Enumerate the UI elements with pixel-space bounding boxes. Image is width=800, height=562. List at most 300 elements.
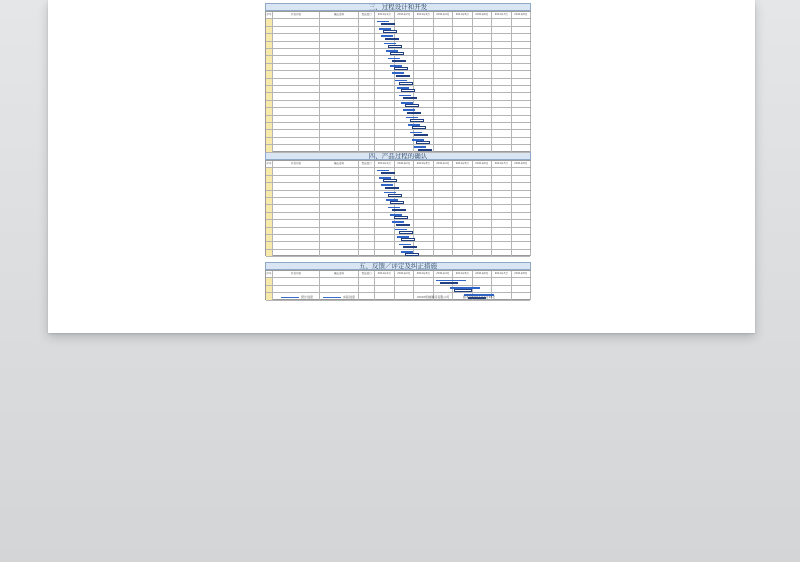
table-cell [414, 213, 434, 219]
table-cell [375, 93, 395, 99]
actual-bar [410, 119, 424, 122]
table-cell [266, 123, 273, 129]
table-cell [359, 278, 375, 284]
table-cell [453, 130, 473, 136]
table-cell [359, 64, 375, 70]
gantt-grid [265, 11, 531, 152]
table-cell [375, 145, 395, 151]
table-cell [266, 213, 273, 219]
table-cell [266, 205, 273, 211]
table-cell [473, 213, 493, 219]
table-cell [492, 71, 512, 77]
table-cell [266, 34, 273, 40]
table-cell [512, 198, 532, 204]
table-cell [320, 56, 359, 62]
actual-bar [385, 187, 399, 190]
table-cell [375, 228, 395, 234]
table-cell: 2011年3月 [414, 12, 434, 18]
table-cell [453, 101, 473, 107]
actual-bar [414, 134, 428, 137]
table-cell [273, 86, 320, 92]
actual-bar [399, 82, 413, 85]
table-row [266, 56, 530, 63]
table-cell [273, 101, 320, 107]
table-cell: 2011年5月 [453, 12, 473, 18]
table-cell [512, 79, 532, 85]
table-cell [414, 42, 434, 48]
table-cell [359, 101, 375, 107]
table-cell [359, 123, 375, 129]
table-row [266, 205, 530, 212]
table-row [266, 27, 530, 34]
table-cell [434, 34, 454, 40]
table-cell [359, 49, 375, 55]
table-cell: 2011年7月 [492, 271, 512, 277]
table-cell [512, 101, 532, 107]
table-cell [359, 213, 375, 219]
table-cell [434, 42, 454, 48]
actual-bar [383, 179, 397, 182]
table-row [266, 242, 530, 249]
table-row [266, 278, 530, 285]
actual-bar [418, 149, 432, 152]
table-cell [492, 191, 512, 197]
table-cell: 序号 [266, 161, 273, 167]
gantt-grid [265, 160, 531, 256]
table-cell [414, 56, 434, 62]
table-cell: 责任部门 [359, 12, 375, 18]
table-cell [359, 145, 375, 151]
table-cell [395, 145, 415, 151]
actual-bar [390, 52, 404, 55]
table-cell: 2011年2月 [395, 161, 415, 167]
table-cell [434, 108, 454, 114]
table-cell [512, 213, 532, 219]
table-row [266, 168, 530, 175]
table-cell [453, 86, 473, 92]
table-cell [273, 138, 320, 144]
table-cell [473, 130, 493, 136]
table-cell [492, 79, 512, 85]
table-cell [492, 138, 512, 144]
table-cell [266, 191, 273, 197]
table-cell [375, 79, 395, 85]
table-cell: 开发内容 [273, 161, 320, 167]
table-cell [359, 242, 375, 248]
table-row [266, 191, 530, 198]
actual-bar [405, 253, 419, 256]
table-cell: 责任部门 [359, 161, 375, 167]
table-row [266, 116, 530, 123]
table-cell [395, 138, 415, 144]
table-cell [512, 130, 532, 136]
table-cell [320, 101, 359, 107]
table-cell [492, 183, 512, 189]
table-cell [453, 205, 473, 211]
table-cell [320, 278, 359, 284]
table-cell [266, 242, 273, 248]
actual-bar [403, 246, 417, 249]
table-cell [512, 42, 532, 48]
table-cell [434, 93, 454, 99]
table-cell [320, 228, 359, 234]
table-cell [512, 108, 532, 114]
table-cell: 2011年4月 [434, 12, 454, 18]
table-cell [512, 71, 532, 77]
table-cell [320, 49, 359, 55]
table-cell [273, 220, 320, 226]
table-cell [375, 250, 395, 256]
table-cell [320, 213, 359, 219]
table-cell [414, 176, 434, 182]
table-cell [266, 198, 273, 204]
table-cell [266, 130, 273, 136]
table-cell [273, 123, 320, 129]
table-cell [492, 116, 512, 122]
table-cell [273, 242, 320, 248]
table-cell [273, 42, 320, 48]
table-cell [359, 205, 375, 211]
table-cell [266, 138, 273, 144]
actual-bar [381, 23, 395, 26]
table-cell [266, 278, 273, 284]
table-cell [273, 130, 320, 136]
table-cell [359, 183, 375, 189]
table-cell [359, 71, 375, 77]
table-row [266, 86, 530, 93]
table-cell [512, 93, 532, 99]
actual-bar [394, 216, 408, 219]
table-cell [453, 123, 473, 129]
table-cell [320, 130, 359, 136]
legend-actual-line [323, 297, 341, 298]
table-cell [266, 101, 273, 107]
actual-bar [401, 238, 415, 241]
table-cell [266, 168, 273, 174]
table-cell [375, 138, 395, 144]
legend-plan-label: 预计进度 [301, 295, 314, 299]
table-cell [473, 64, 493, 70]
actual-bar [390, 201, 404, 204]
table-cell [512, 176, 532, 182]
table-cell [395, 27, 415, 33]
table-cell [359, 27, 375, 33]
table-cell [266, 79, 273, 85]
actual-bar [401, 89, 415, 92]
table-cell [320, 191, 359, 197]
table-cell [414, 27, 434, 33]
actual-bar [399, 231, 413, 234]
table-cell: 2011年8月 [512, 12, 532, 18]
table-row [266, 42, 530, 49]
table-cell [473, 228, 493, 234]
table-cell: 2011年4月 [434, 271, 454, 277]
table-cell [414, 86, 434, 92]
table-cell: 2011年2月 [395, 12, 415, 18]
table-cell [473, 34, 493, 40]
table-cell [273, 79, 320, 85]
actual-bar [381, 172, 395, 175]
table-cell [492, 220, 512, 226]
table-cell [359, 176, 375, 182]
table-cell [273, 116, 320, 122]
table-cell [434, 86, 454, 92]
table-row [266, 79, 530, 86]
table-row [266, 250, 530, 257]
table-row [266, 228, 530, 235]
table-cell [473, 56, 493, 62]
table-cell [434, 123, 454, 129]
table-cell [395, 176, 415, 182]
table-cell [320, 79, 359, 85]
table-cell: 2011年6月 [473, 161, 493, 167]
table-cell [512, 145, 532, 151]
table-cell [320, 27, 359, 33]
table-cell [512, 56, 532, 62]
table-cell [453, 71, 473, 77]
table-cell [414, 183, 434, 189]
table-cell: 开发内容 [273, 12, 320, 18]
table-cell [434, 19, 454, 25]
table-cell [414, 168, 434, 174]
table-cell [320, 220, 359, 226]
table-cell: 2011年3月 [414, 271, 434, 277]
table-cell: 2011年5月 [453, 271, 473, 277]
table-cell [453, 220, 473, 226]
table-cell [359, 108, 375, 114]
table-cell [414, 198, 434, 204]
table-cell [320, 93, 359, 99]
table-cell [434, 191, 454, 197]
table-cell [453, 49, 473, 55]
table-cell [492, 56, 512, 62]
table-cell [266, 176, 273, 182]
actual-bar [383, 30, 397, 33]
actual-bar [416, 141, 430, 144]
table-cell [375, 86, 395, 92]
table-cell [434, 130, 454, 136]
table-cell [492, 250, 512, 256]
table-cell [359, 228, 375, 234]
table-cell [492, 34, 512, 40]
table-cell [320, 235, 359, 241]
table-row [266, 213, 530, 220]
table-cell [512, 19, 532, 25]
table-cell [492, 242, 512, 248]
table-cell [434, 183, 454, 189]
table-cell [492, 176, 512, 182]
table-cell [492, 235, 512, 241]
table-cell [434, 176, 454, 182]
table-cell: 2011年6月 [473, 12, 493, 18]
table-cell [473, 176, 493, 182]
table-cell [453, 213, 473, 219]
gantt-document [265, 0, 531, 300]
legend-actual-label: 实际进度 [343, 295, 356, 299]
section-title-feedback: 五、反馈／评定及纠正措施 [265, 262, 531, 270]
table-cell [492, 278, 512, 284]
table-row [266, 19, 530, 26]
table-cell [266, 42, 273, 48]
table-row [266, 235, 530, 242]
table-cell [414, 79, 434, 85]
table-cell [434, 242, 454, 248]
table-cell [375, 235, 395, 241]
table-row [266, 198, 530, 205]
table-cell [434, 101, 454, 107]
legend-plan-line [281, 297, 299, 298]
table-cell [492, 19, 512, 25]
table-cell [434, 27, 454, 33]
table-cell [453, 27, 473, 33]
table-row [266, 130, 530, 137]
table-cell [512, 168, 532, 174]
table-cell [414, 71, 434, 77]
table-row [266, 123, 530, 130]
table-cell [266, 116, 273, 122]
table-cell [266, 49, 273, 55]
table-cell [320, 250, 359, 256]
footer-version: 版本号/2011年2月26日 [463, 295, 496, 299]
table-cell [320, 205, 359, 211]
table-cell [273, 34, 320, 40]
table-cell [473, 101, 493, 107]
table-cell [273, 235, 320, 241]
table-cell [453, 198, 473, 204]
table-cell [320, 183, 359, 189]
grid-header-row [266, 12, 530, 19]
table-cell [375, 278, 395, 284]
table-cell [492, 198, 512, 204]
table-cell [434, 235, 454, 241]
table-cell [273, 93, 320, 99]
table-cell [273, 191, 320, 197]
table-cell [473, 278, 493, 284]
table-cell [512, 205, 532, 211]
table-cell: 责任部门 [359, 271, 375, 277]
table-cell [492, 213, 512, 219]
table-cell [273, 56, 320, 62]
table-cell [473, 19, 493, 25]
table-cell [266, 250, 273, 256]
table-cell [414, 191, 434, 197]
table-cell [473, 168, 493, 174]
table-cell: 序号 [266, 12, 273, 18]
table-cell [492, 64, 512, 70]
table-cell [453, 79, 473, 85]
table-cell: 序号 [266, 271, 273, 277]
table-cell [359, 34, 375, 40]
table-cell [473, 93, 493, 99]
table-cell [492, 168, 512, 174]
table-cell [512, 228, 532, 234]
table-cell [453, 176, 473, 182]
table-cell [492, 101, 512, 107]
table-cell: 2011年7月 [492, 161, 512, 167]
table-cell [266, 235, 273, 241]
actual-bar [388, 45, 402, 48]
table-cell [453, 235, 473, 241]
table-cell: 2011年3月 [414, 161, 434, 167]
table-cell [266, 27, 273, 33]
table-cell [492, 42, 512, 48]
table-cell: 输出资料 [320, 161, 359, 167]
table-cell [453, 56, 473, 62]
table-cell [359, 86, 375, 92]
actual-bar [392, 60, 406, 63]
table-cell [473, 86, 493, 92]
table-cell [473, 183, 493, 189]
table-cell [453, 250, 473, 256]
actual-bar [407, 112, 421, 115]
table-cell [320, 42, 359, 48]
actual-bar [388, 194, 402, 197]
table-row [266, 183, 530, 190]
table-cell [414, 235, 434, 241]
table-cell [473, 242, 493, 248]
table-cell [512, 138, 532, 144]
table-cell [375, 101, 395, 107]
table-cell [320, 108, 359, 114]
table-cell [266, 108, 273, 114]
table-cell: 2011年4月 [434, 161, 454, 167]
table-cell [320, 123, 359, 129]
table-cell [375, 116, 395, 122]
table-cell [473, 116, 493, 122]
actual-bar [396, 75, 410, 78]
legend [265, 292, 531, 300]
section-title-design: 三、过程设计和开发 [265, 3, 531, 11]
table-cell [320, 168, 359, 174]
section-title-validation: 四、产品过程的确认 [265, 152, 531, 160]
table-cell: 输出资料 [320, 12, 359, 18]
table-cell [453, 145, 473, 151]
table-cell [434, 79, 454, 85]
table-cell [512, 242, 532, 248]
table-cell [320, 34, 359, 40]
table-cell [266, 183, 273, 189]
table-cell: 2011年7月 [492, 12, 512, 18]
table-cell [359, 168, 375, 174]
table-cell [273, 64, 320, 70]
table-cell [434, 145, 454, 151]
table-cell [512, 49, 532, 55]
table-cell [273, 250, 320, 256]
actual-bar [403, 97, 417, 100]
grid-header-row [266, 161, 530, 168]
table-cell [375, 123, 395, 129]
table-cell [273, 108, 320, 114]
table-cell [266, 145, 273, 151]
table-cell [359, 93, 375, 99]
table-cell [512, 191, 532, 197]
table-cell [453, 183, 473, 189]
table-cell [273, 27, 320, 33]
table-cell [453, 108, 473, 114]
table-cell [512, 116, 532, 122]
table-cell [473, 27, 493, 33]
table-cell [414, 19, 434, 25]
table-cell [434, 228, 454, 234]
table-cell [492, 108, 512, 114]
table-cell [453, 93, 473, 99]
actual-bar [394, 67, 408, 70]
table-cell [473, 79, 493, 85]
table-cell [273, 19, 320, 25]
table-cell [512, 34, 532, 40]
table-cell: 2011年1月 [375, 12, 395, 18]
table-cell [320, 242, 359, 248]
